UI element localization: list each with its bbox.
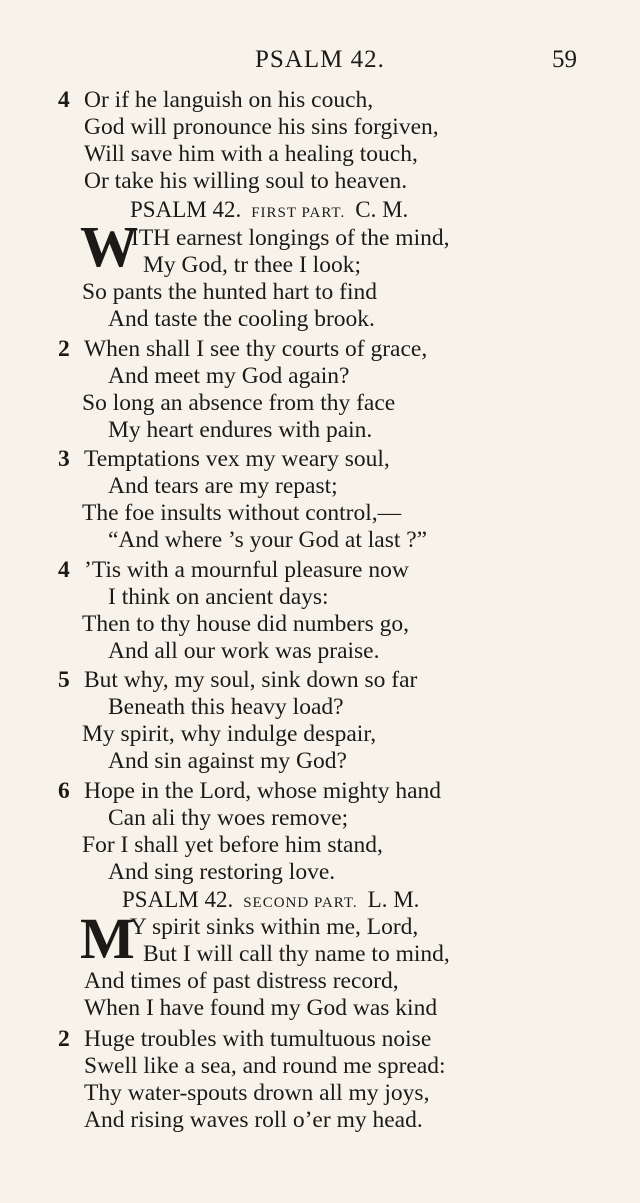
verse-line: My spirit, why indulge despair, <box>82 721 377 747</box>
verse-line: And taste the cooling brook. <box>108 306 375 332</box>
verse-line: When I have found my God was kind <box>84 995 438 1021</box>
verse-line: The foe insults without control,— <box>82 500 402 526</box>
verse-number: 4 <box>58 87 70 113</box>
verse-line: Then to thy house did numbers go, <box>82 611 410 637</box>
verse-line: “And where ’s your God at last ?” <box>108 527 428 553</box>
verse-line: And meet my God again? <box>108 363 350 389</box>
section-heading <box>130 196 408 227</box>
heading-title: PSALM 42. <box>130 197 242 222</box>
running-title: PSALM 42. <box>255 46 385 73</box>
verse-line: Will save him with a healing touch, <box>84 141 418 167</box>
verse-line: Beneath this heavy load? <box>108 694 344 720</box>
verse-line: Y spirit sinks within me, Lord, <box>130 914 419 940</box>
verse-line: But I will call thy name to mind, <box>143 941 450 967</box>
verse-line: And times of past distress record, <box>84 968 399 994</box>
heading-meter: C. M. <box>355 197 409 222</box>
verse-line: When shall I see thy courts of grace, <box>84 336 428 362</box>
verse-line: My heart endures with pain. <box>108 417 373 443</box>
page-header <box>0 46 640 86</box>
verse-line: Can ali thy woes remove; <box>108 805 349 831</box>
verse-line: And all our work was praise. <box>108 638 380 664</box>
verse-number: 2 <box>58 1026 70 1052</box>
verse-number: 3 <box>58 446 70 472</box>
verse-line: But why, my soul, sink down so far <box>84 667 418 693</box>
verse-line: Thy water-spouts drown all my joys, <box>84 1080 430 1106</box>
verse-line: And sing restoring love. <box>108 859 336 885</box>
verse-line: ’Tis with a mournful pleasure now <box>84 557 409 583</box>
verse-number: 2 <box>58 336 70 362</box>
verse-line: I think on ancient days: <box>108 584 329 610</box>
verse-line: So long an absence from thy face <box>82 390 396 416</box>
verse-line: For I shall yet before him stand, <box>82 832 383 858</box>
page-number: 59 <box>552 46 577 73</box>
verse-line: Temptations vex my weary soul, <box>84 446 390 472</box>
heading-title: PSALM 42. <box>122 887 234 912</box>
verse-line: And tears are my repast; <box>108 473 338 499</box>
verse-number: 6 <box>58 778 70 804</box>
verse-line: Or if he languish on his couch, <box>84 87 374 113</box>
verse-line: So pants the hunted hart to find <box>82 279 378 305</box>
heading-part: FIRST PART. <box>251 205 346 221</box>
verse-line: Hope in the Lord, whose mighty hand <box>84 778 442 804</box>
drop-cap: W <box>80 214 138 279</box>
verse-line: Swell like a sea, and round me spread: <box>84 1053 446 1079</box>
verse-number: 4 <box>58 557 70 583</box>
verse-line: Or take his willing soul to heaven. <box>84 168 408 194</box>
verse-line: God will pronounce his sins forgiven, <box>84 114 439 140</box>
verse-line: And sin against my God? <box>108 748 347 774</box>
verse-line: My God, tr thee I look; <box>143 252 361 278</box>
verse-line: And rising waves roll o’er my head. <box>84 1107 423 1133</box>
verse-number: 5 <box>58 667 70 693</box>
heading-part: SECOND PART. <box>243 895 358 911</box>
drop-cap: M <box>80 906 135 971</box>
heading-meter: L. M. <box>367 887 420 912</box>
verse-line: Huge troubles with tumultuous noise <box>84 1026 432 1052</box>
verse-line: ITH earnest longings of the mind, <box>131 225 450 251</box>
